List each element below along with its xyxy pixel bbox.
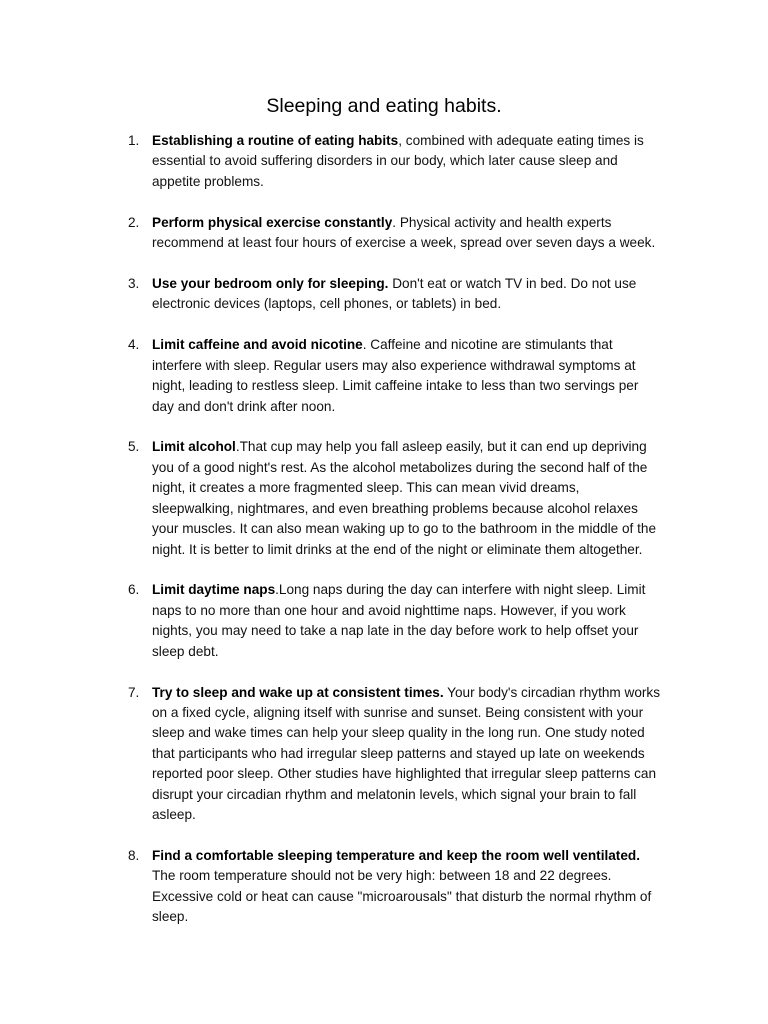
item-number: 8. <box>128 847 140 863</box>
item-text: . Physical activity and health experts recommend at least four hours of exercise a week, spread over seven days a week. <box>152 214 656 251</box>
list-item-4 <box>0 335 662 417</box>
item-number: 6. <box>128 582 140 598</box>
item-heading: Find a comfortable sleeping temperature and keep the room well ventilated. <box>152 847 640 863</box>
item-number: 7. <box>128 684 140 700</box>
list-item-6 <box>0 580 662 662</box>
item-number: 1. <box>128 133 140 148</box>
item-text: . Caffeine and nicotine are stimulants that interfere with sleep. Regular users may also experience withdrawal symptoms at night, leading to restless sleep. Limit caffeine intake to less than two servings per day and don't drink after noon. <box>152 337 639 414</box>
item-text: The room temperature should not be very high: between 18 and 22 degrees. Excessive cold or heat can cause "microarousals" that disturb the normal rhythm of sleep. <box>152 868 652 925</box>
list-item-3 <box>0 274 662 315</box>
item-heading: Limit daytime naps <box>152 582 276 598</box>
list-item-7 <box>0 683 662 826</box>
item-number: 2. <box>128 214 140 230</box>
item-text: Your body's circadian rhythm works on a fixed cycle, aligning itself with sunrise and sunset. Being consistent with your sleep and wake times can help your sleep quality in the long run. One study noted that participants who had irregular sleep patterns and stayed up late on weekends reported poor sleep. Other studies have highlighted that irregular sleep patterns can disrupt your circadian rhythm and melatonin levels, which signal your brain to fall asleep. <box>152 684 661 822</box>
item-heading: Perform physical exercise constantly <box>152 214 393 230</box>
document-title: Sleeping and eating habits. <box>266 95 502 117</box>
item-text: .Long naps during the day can interfere with night sleep. Limit naps to no more than one hour and avoid nighttime naps. However, if you work nights, you may need to take a nap late in the day before work to help offset your sleep debt. <box>152 582 646 659</box>
item-number: 3. <box>128 276 140 292</box>
item-heading: Try to sleep and wake up at consistent times. <box>152 684 444 700</box>
item-text: , combined with adequate eating times is essential to avoid suffering disorders in our body, which later cause sleep and appetite problems. <box>152 133 644 189</box>
list-item-1 <box>0 131 662 192</box>
item-number: 5. <box>128 439 140 455</box>
item-number: 4. <box>128 337 140 353</box>
list-item-8 <box>0 846 662 928</box>
item-text: Don't eat or watch TV in bed. Do not use electronic devices (laptops, cell phones, or tablets) in bed. <box>152 276 637 312</box>
item-text: .That cup may help you fall asleep easily, but it can end up depriving you of a good night's rest. As the alcohol metabolizes during the second half of the night, it creates a more fragmented sleep. This can mean vivid dreams, sleepwalking, nightmares, and even breathing problems because alcohol relaxes your muscles. It can also mean waking up to go to the bathroom in the middle of the night. It is better to limit drinks at the end of the night or eliminate them altogether. <box>152 439 657 557</box>
habits-list <box>0 131 768 948</box>
list-item-2 <box>0 213 662 254</box>
item-heading: Limit caffeine and avoid nicotine <box>152 337 363 353</box>
item-heading: Limit alcohol <box>152 439 236 455</box>
item-heading: Use your bedroom only for sleeping. <box>152 276 389 292</box>
item-heading: Establishing a routine of eating habits <box>152 133 399 148</box>
list-item-5 <box>0 437 662 559</box>
